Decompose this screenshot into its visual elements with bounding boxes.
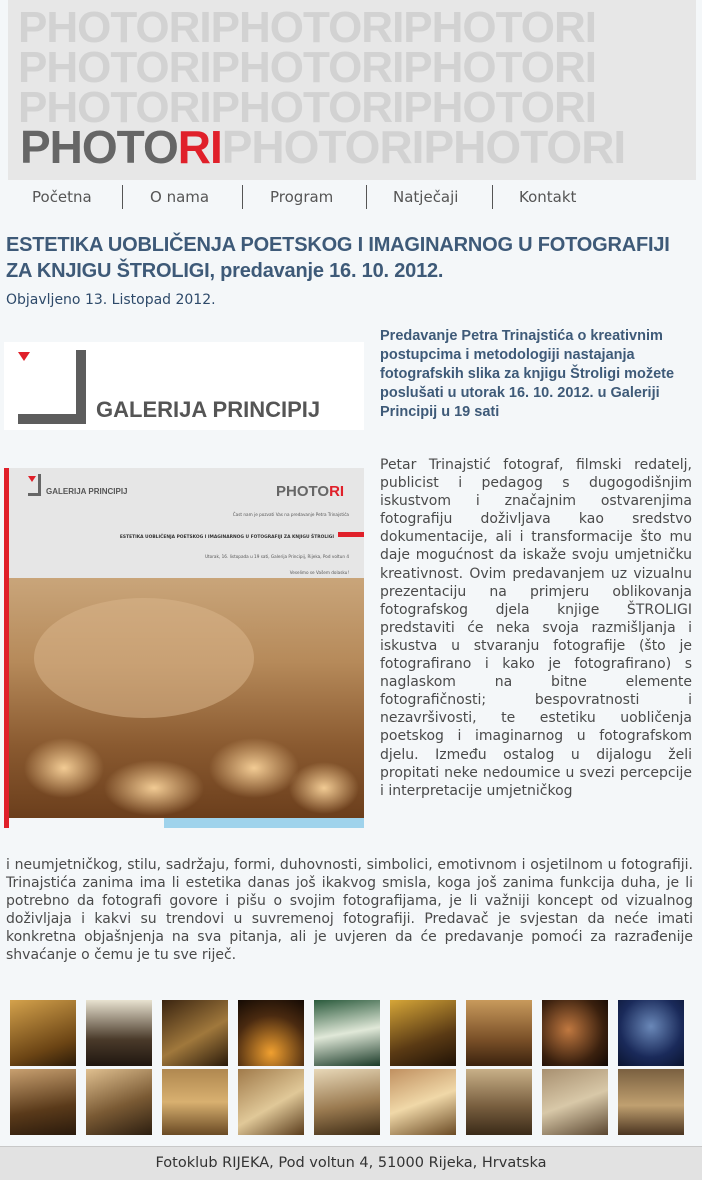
banner-background-text: PHOTORIPHOTORIPHOTORI xyxy=(18,43,596,92)
article-title: ESTETIKA UOBLIČENJA POETSKOG I IMAGINARNOG U FOTOGRAFIJI ZA KNJIGU ŠTROLIGI, predavanje 16. 10. 2012. xyxy=(6,234,670,282)
nav-divider xyxy=(492,185,493,209)
published-date: Objavljeno 13. Listopad 2012. xyxy=(6,292,216,308)
gallery-logo-label: GALERIJA PRINCIPIJ xyxy=(96,397,321,422)
poster-brand-red: RI xyxy=(329,483,345,500)
footer-address: Fotoklub RIJEKA, Pod voltun 4, 51000 Rijeka, Hrvatska xyxy=(155,1155,547,1171)
gallery-principij-logo-image xyxy=(4,342,364,430)
gallery-thumbnail[interactable] xyxy=(162,1069,228,1135)
poster-brand-dark: PHOTO xyxy=(276,483,330,500)
nav-divider xyxy=(122,185,123,209)
gallery-thumbnail[interactable] xyxy=(10,1000,76,1066)
logo-photo-text: PHOTO xyxy=(20,121,178,173)
gallery-thumbnail[interactable] xyxy=(10,1069,76,1135)
gallery-thumbnail[interactable] xyxy=(542,1069,608,1135)
site-footer xyxy=(0,1146,702,1180)
gallery-thumbnail[interactable] xyxy=(390,1069,456,1135)
gallery-thumbnail[interactable] xyxy=(618,1000,684,1066)
poster-title-line: ESTETIKA UOBLIČENJA POETSKOG I IMAGINARNOG U FOTOGRAFIJI ZA KNJIGU ŠTROLIGI xyxy=(119,535,334,540)
nav-item-home[interactable]: Početna xyxy=(32,188,92,206)
gallery-thumbnail[interactable] xyxy=(86,1000,152,1066)
nav-item-contact[interactable]: Kontakt xyxy=(519,188,577,206)
article-body-part2: i neumjetničkog, stilu, sadržaju, formi, duhovnosti, simbolici, emotivnom i osjetilnom u fotografiji. Trinajstića zanima ima li estetika danas još ikakvog smisla, koga još zanima funkcija duha, je li potrebno da fotografi govore i pišu o svojim fotografijama, je li važniji koncept od vizualnog doživljaja i kakvi su trendovi u suvremenoj fotografiji. Predavač je svjestan da neće imati konkretna objašnjenja na sva pitanja, ali je uvjeren da će predavanje pomoći za razrađenije shvaćanje o čemu je tu sve riječ. xyxy=(6,857,693,964)
gallery-thumbnail[interactable] xyxy=(314,1069,380,1135)
main-navigation xyxy=(8,180,696,214)
article-body-part1: Petar Trinajstić fotograf, filmski redatelj, publicist i pedagog s dugogodišnjim iskustvom i značajnim ostvarenjima fotografiju doživljava kao sredstvo dokumentacije, ali i transformacije što mu daje mogućnost da iskaže svoju umjetničku kreativnost. Ovim predavanjem uz vizualnu prezentaciju na primjeru oblikovanja fotografskog djela knjige ŠTROLIGI predstaviti će neka svoja razmišljanja i iskustva u stvaranju fotografije (što je fotografirano i kako je fotografirano) s naglaskom na bitne elemente fotografičnosti; bespovratnosti i nezavršivosti, te estetiku uobličenja poetskog i imaginarnog u fotografskom djelu. Između ostalog u dijalogu želi propitati neke nedoumice u svezi percepcije i interpretacije umjetničkog xyxy=(380,457,692,799)
banner-background-text: PHOTORIPHOTORIPHOTORI xyxy=(18,83,596,132)
gallery-thumbnail[interactable] xyxy=(466,1069,532,1135)
nav-divider xyxy=(366,185,367,209)
gallery-thumbnail[interactable] xyxy=(238,1000,304,1066)
nav-divider xyxy=(242,185,243,209)
article-lead: Predavanje Petra Trinajstića o kreativnim postupcima i metodologiji nastajanja fotografskih slika za knjigu Štroligi možete poslušati u utorak 16. 10. 2012. u Galeriji Principij u 19 sati xyxy=(380,328,675,420)
gallery-thumbnail[interactable] xyxy=(238,1069,304,1135)
logo-tail-text: PHOTORIPHOTORI xyxy=(221,121,626,173)
gallery-thumbnail[interactable] xyxy=(618,1069,684,1135)
poster-welcome-line: Veselimo se Vašem dolasku! xyxy=(289,570,349,575)
logo-ri-text: RI xyxy=(177,121,222,173)
gallery-logo-graphic xyxy=(4,342,364,430)
banner-background-text: PHOTORIPHOTORIPHOTORI xyxy=(18,3,596,52)
site-logo[interactable] xyxy=(20,121,626,173)
poster-graphic xyxy=(4,468,364,828)
header-banner xyxy=(8,0,696,180)
poster-gallery-label: GALERIJA PRINCIPIJ xyxy=(46,487,128,496)
gallery-thumbnail[interactable] xyxy=(542,1000,608,1066)
poster-date-line: Utorak, 16. listopada u 19 sati, Galerija Principij, Rijeka, Pod voltun 4 xyxy=(204,554,349,559)
svg-text:PHOTORI xyxy=(276,483,344,500)
gallery-thumbnail[interactable] xyxy=(162,1000,228,1066)
gallery-thumbnail[interactable] xyxy=(466,1000,532,1066)
event-poster-image xyxy=(4,468,364,828)
gallery-thumbnail[interactable] xyxy=(86,1069,152,1135)
nav-item-contests[interactable]: Natječaji xyxy=(393,188,459,206)
photo-thumbnail-gallery xyxy=(10,1000,690,1137)
nav-item-about[interactable]: O nama xyxy=(150,188,210,206)
gallery-thumbnail[interactable] xyxy=(390,1000,456,1066)
gallery-thumbnail[interactable] xyxy=(314,1000,380,1066)
poster-invite-line: Čast nam je pozvati Vas na predavanje Petra Trinajstića xyxy=(232,512,349,517)
nav-item-program[interactable]: Program xyxy=(270,188,334,206)
